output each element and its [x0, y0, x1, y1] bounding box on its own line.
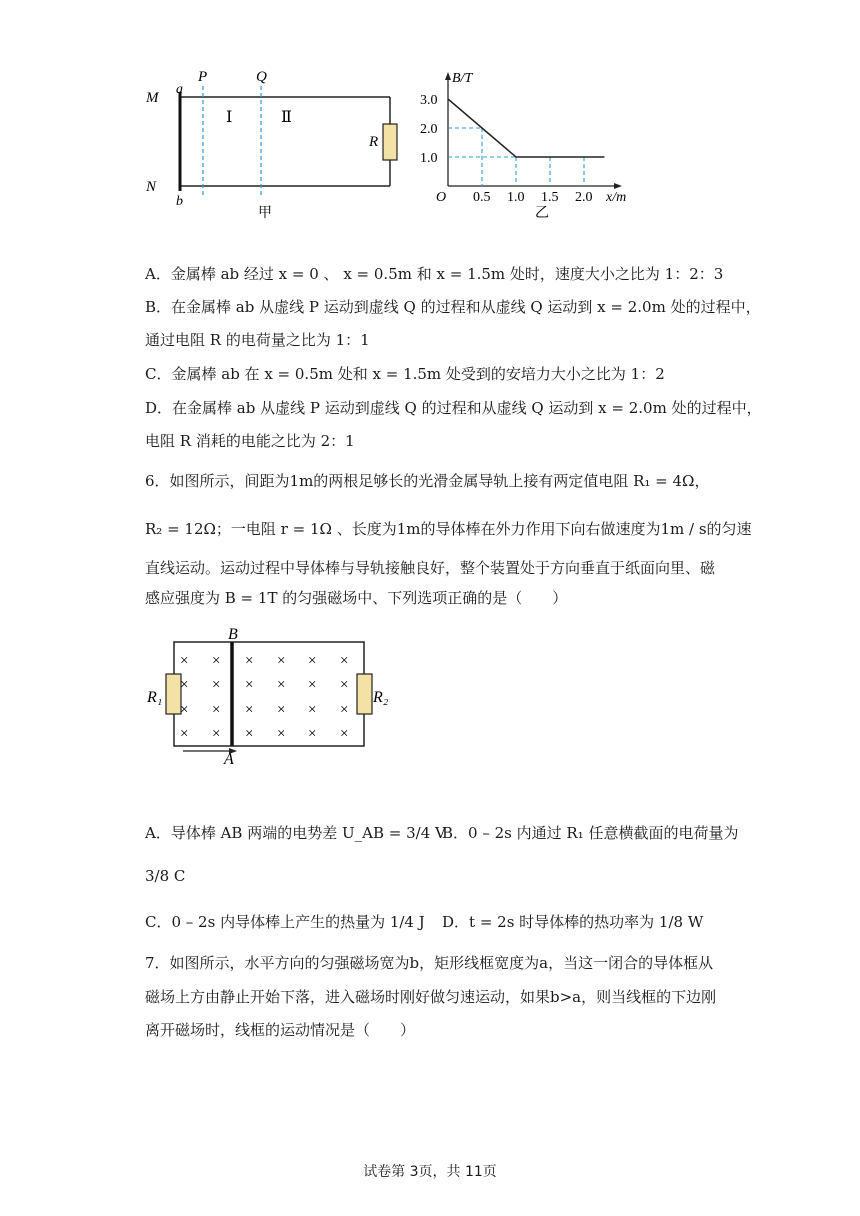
field-cross-icon: × — [245, 653, 254, 669]
resistor-r2 — [357, 674, 372, 714]
page-footer: 试卷第 3页，共 11页 — [363, 1164, 497, 1180]
field-cross-icon: × — [340, 653, 349, 669]
field-cross-icon: × — [180, 726, 189, 742]
figure-yi-chart — [418, 62, 648, 222]
x-tick-label: 2.0 — [575, 190, 593, 205]
field-cross-icon: × — [277, 726, 286, 742]
x-tick-label: 0.5 — [473, 190, 491, 205]
field-cross-icon: × — [212, 726, 221, 742]
q6-option-d: D．t = 2s 时导体棒的热功率为 1/8 W — [442, 913, 704, 931]
q6-option-b: B．0 – 2s 内通过 R₁ 任意横截面的电荷量为 — [442, 824, 739, 842]
field-cross-icon: × — [277, 702, 286, 718]
q6-option-b-cont: 3/8 C — [145, 867, 186, 885]
field-cross-icon: × — [340, 726, 349, 742]
label-r: R — [369, 134, 379, 150]
q7-stem-line3: 离开磁场时，线框的运动情况是（ ） — [145, 1021, 416, 1039]
label-rod-b: B — [228, 626, 238, 643]
q6-option-a: A．导体棒 AB 两端的电势差 U_AB = 3/4 V — [145, 824, 446, 842]
q5-option-b-cont: 通过电阻 R 的电荷量之比为 1：1 — [145, 331, 370, 349]
caption-yi: 乙 — [535, 206, 549, 221]
field-cross-icon: × — [245, 677, 254, 693]
q5-option-b: B．在金属棒 ab 从虚线 P 运动到虚线 Q 的过程和从虚线 Q 运动到 x = 2.0m 处的过程中， — [145, 298, 761, 316]
field-cross-icon: × — [245, 702, 254, 718]
q6-stem-line4: 感应强度为 B = 1T 的匀强磁场中、下列选项正确的是（ ） — [145, 589, 568, 607]
label-r1: R₁ — [147, 689, 163, 706]
q6-option-c: C．0 – 2s 内导体棒上产生的热量为 1/4 J — [145, 913, 425, 931]
field-cross-icon: × — [340, 702, 349, 718]
field-cross-icon: × — [245, 726, 254, 742]
y-axis-label: B/T — [452, 71, 473, 86]
field-cross-icon: × — [212, 702, 221, 718]
q6-stem-line3: 直线运动。运动过程中导体棒与导轨接触良好，整个装置处于方向垂直于纸面向里、磁 — [145, 559, 716, 577]
field-cross-icon: × — [180, 677, 189, 693]
field-cross-icon: × — [277, 653, 286, 669]
label-p: P — [198, 69, 208, 85]
resistor-r — [383, 124, 397, 160]
field-cross-icon: × — [340, 677, 349, 693]
field-cross-icon: × — [308, 653, 317, 669]
label-rod-a: A — [224, 751, 234, 768]
field-cross-icon: × — [308, 726, 317, 742]
field-cross-icon: × — [308, 677, 317, 693]
label-b: b — [176, 194, 183, 209]
caption-jia: 甲 — [258, 206, 272, 221]
label-region-1: Ⅰ — [226, 109, 233, 126]
x-axis-arrow-icon — [614, 183, 622, 189]
field-cross-icon: × — [277, 677, 286, 693]
field-cross-icon: × — [308, 702, 317, 718]
label-r2: R₂ — [373, 689, 389, 706]
field-cross-icon: × — [180, 702, 189, 718]
q5-option-d-cont: 电阻 R 消耗的电能之比为 2：1 — [145, 432, 355, 450]
field-cross-icon: × — [180, 653, 189, 669]
q5-option-c: C．金属棒 ab 在 x = 0.5m 处和 x = 1.5m 处受到的安培力大小之比为 1：2 — [145, 365, 665, 383]
x-tick-label: 1.5 — [541, 190, 559, 205]
y-tick-label: 1.0 — [420, 151, 438, 166]
label-n: N — [146, 179, 157, 195]
figure-q6-circuit — [145, 622, 395, 772]
y-axis-arrow-icon — [445, 72, 451, 80]
q7-stem-line2: 磁场上方由静止开始下落，进入磁场时刚好做匀速运动，如果b>a，则当线框的下边刚 — [145, 988, 717, 1006]
y-tick-label: 3.0 — [420, 93, 438, 108]
q5-option-a: A．金属棒 ab 经过 x = 0 、 x = 0.5m 和 x = 1.5m 处时，速度大小之比为 1：2：3 — [145, 265, 724, 283]
q5-option-d: D．在金属棒 ab 从虚线 P 运动到虚线 Q 的过程和从虚线 Q 运动到 x = 2.0m 处的过程中， — [145, 399, 762, 417]
origin-label: O — [436, 190, 447, 205]
q7-stem-line1: 7．如图所示，水平方向的匀强磁场宽为b，矩形线框宽度为a，当这一闭合的导体框从 — [145, 954, 714, 972]
y-tick-label: 2.0 — [420, 122, 438, 137]
field-cross-icon: × — [212, 677, 221, 693]
x-tick-label: 1.0 — [507, 190, 525, 205]
field-cross-icon: × — [212, 653, 221, 669]
label-region-2: Ⅱ — [281, 109, 292, 126]
x-axis-label: x/m — [606, 190, 627, 205]
q6-stem-line2: R₂ = 12Ω；一电阻 r = 1Ω 、长度为1m的导体棒在外力作用下向右做速度为1m / s的匀速 — [145, 520, 752, 538]
label-q: Q — [256, 69, 267, 85]
label-m: M — [146, 90, 159, 106]
resistor-r1 — [166, 674, 181, 714]
label-a: a — [176, 82, 183, 97]
figure-jia — [140, 62, 410, 222]
q6-stem-line1: 6．如图所示，间距为1m的两根足够长的光滑金属导轨上接有两定值电阻 R₁ = 4Ω， — [145, 472, 710, 490]
